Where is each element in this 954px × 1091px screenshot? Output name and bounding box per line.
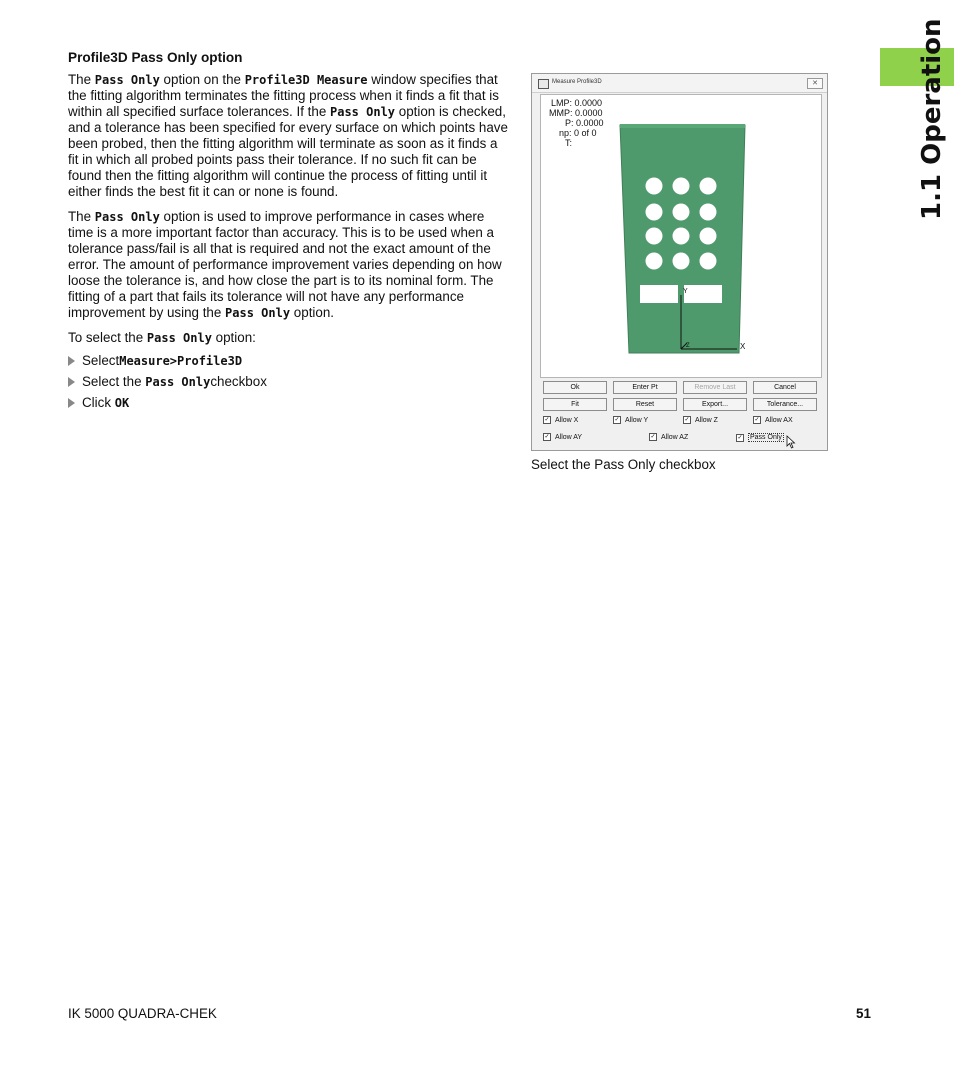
window-titlebar: [532, 74, 827, 93]
text: Select the: [82, 373, 142, 389]
app-icon: [538, 79, 549, 89]
code-ok: OK: [114, 395, 130, 410]
code-pass-only: Pass Only: [145, 374, 211, 389]
cancel-button[interactable]: Cancel: [753, 381, 817, 394]
readout-np: np: 0 of 0: [559, 128, 597, 138]
allow-y-checkbox[interactable]: [613, 416, 648, 424]
mouse-pointer-icon: [786, 435, 796, 449]
code-profile3d-measure: Profile3D Measure: [244, 73, 368, 87]
allow-x-checkbox[interactable]: [543, 416, 578, 424]
paragraph-2: [68, 209, 510, 321]
text-column: [68, 50, 510, 413]
measure-profile3d-window: [531, 73, 828, 451]
bullet-triangle-icon: [68, 398, 75, 408]
checkbox-label: Allow AY: [555, 433, 583, 441]
step-item: [68, 350, 510, 371]
readout-t: T:: [565, 138, 573, 148]
close-button[interactable]: ✕: [807, 78, 823, 89]
pass-only-checkbox[interactable]: [736, 433, 784, 442]
footer-product: IK 5000 QUADRA-CHEK: [68, 1006, 217, 1021]
axis-label-y: Y: [683, 288, 688, 295]
axis-label-z: Z: [686, 343, 690, 349]
text: option on the: [159, 72, 245, 87]
code-pass-only: Pass Only: [330, 105, 396, 119]
axis-label-x: X: [740, 342, 746, 351]
window-title: Measure Profile3D: [552, 79, 602, 85]
allow-ay-checkbox[interactable]: [543, 433, 582, 441]
export-button[interactable]: Export...: [683, 398, 747, 411]
checkbox-label: Allow AZ: [661, 433, 689, 441]
allow-az-checkbox[interactable]: [649, 433, 688, 441]
tolerance-button[interactable]: Tolerance...: [753, 398, 817, 411]
bullet-triangle-icon: [68, 377, 75, 387]
section-tab-label-wrap: [877, 18, 954, 220]
text: checkbox: [210, 373, 267, 389]
checkbox-label: Allow Z: [695, 416, 718, 424]
check-icon: ✓: [737, 434, 743, 441]
part-drawing: [541, 95, 821, 377]
checkbox-row-2: [532, 433, 827, 445]
step-item: [68, 371, 510, 392]
readout-lmp: LMP: 0.0000: [551, 98, 603, 108]
code-pass-only: Pass Only: [225, 306, 291, 320]
ok-button[interactable]: Ok: [543, 381, 607, 394]
text: option:: [211, 330, 256, 345]
check-icon: ✓: [650, 434, 656, 440]
paragraph-3: [68, 330, 510, 346]
footer-page-number: 51: [856, 1006, 871, 1021]
checkbox-label: Pass Only: [750, 434, 782, 441]
reset-button[interactable]: Reset: [613, 398, 677, 411]
section-tab-label: 1.1 Operation: [917, 18, 947, 220]
text: Select: [82, 352, 120, 368]
figure-caption: Select the Pass Only checkbox: [531, 457, 716, 472]
checkbox-label: Allow AX: [765, 416, 793, 424]
checkbox-label: Allow Y: [625, 416, 649, 424]
check-icon: ✓: [614, 417, 620, 423]
text: window specifies that the fitting algorithm terminates the fitting process when it finds a fit that is within all specified surface tolerances. If the: [68, 72, 499, 119]
checkbox-label: Allow X: [555, 416, 579, 424]
check-icon: ✓: [684, 417, 690, 423]
checkbox-row-1: [532, 416, 827, 428]
check-icon: ✓: [544, 434, 550, 440]
bullet-triangle-icon: [68, 356, 75, 366]
step-item: [68, 392, 510, 413]
allow-ax-checkbox[interactable]: [753, 416, 793, 424]
text: The: [68, 209, 95, 224]
part-plate-top: [620, 124, 745, 128]
text: option is checked, and a tolerance has been specified for every surface on which points have been probed, then the fitting algorithm will terminate as soon as it finds a fit in which all probed points pass their tolerance. If no such fit can be found then the fitting algorithm will continue the process of fitting until it either finds the best fit it can or none is found.: [68, 104, 508, 199]
readout-p: P: 0.0000: [565, 118, 604, 128]
check-icon: ✓: [544, 417, 550, 423]
code-menu-path: Measure>Profile3D: [119, 353, 243, 368]
allow-z-checkbox[interactable]: [683, 416, 718, 424]
check-icon: ✓: [754, 417, 760, 423]
paragraph-1: [68, 72, 510, 200]
text: Click: [82, 394, 112, 410]
text: option.: [290, 305, 335, 320]
code-pass-only: Pass Only: [94, 210, 160, 224]
profile-viewport[interactable]: [540, 94, 822, 378]
code-pass-only: Pass Only: [94, 73, 160, 87]
section-heading: Profile3D Pass Only option: [68, 50, 243, 65]
slot-left: [640, 285, 678, 303]
readout-mmp: MMP: 0.0000: [549, 108, 603, 118]
remove-last-button[interactable]: Remove Last: [683, 381, 747, 394]
text: option is used to improve performance in cases where time is a more important factor than accuracy. This is to be used when a tolerance pass/fail is all that is required and not the exact amount of the error. The amount of performance improvement varies depending on how loose the tolerance is, and how close the part is to its nominal form. The fitting of a part that fails its tolerance will not have any performance improvement by using the: [68, 209, 502, 320]
text: To select the: [68, 330, 147, 345]
slot-right: [684, 285, 722, 303]
enter-pt-button[interactable]: Enter Pt: [613, 381, 677, 394]
text: The: [68, 72, 95, 87]
code-pass-only: Pass Only: [146, 331, 212, 345]
fit-button[interactable]: Fit: [543, 398, 607, 411]
